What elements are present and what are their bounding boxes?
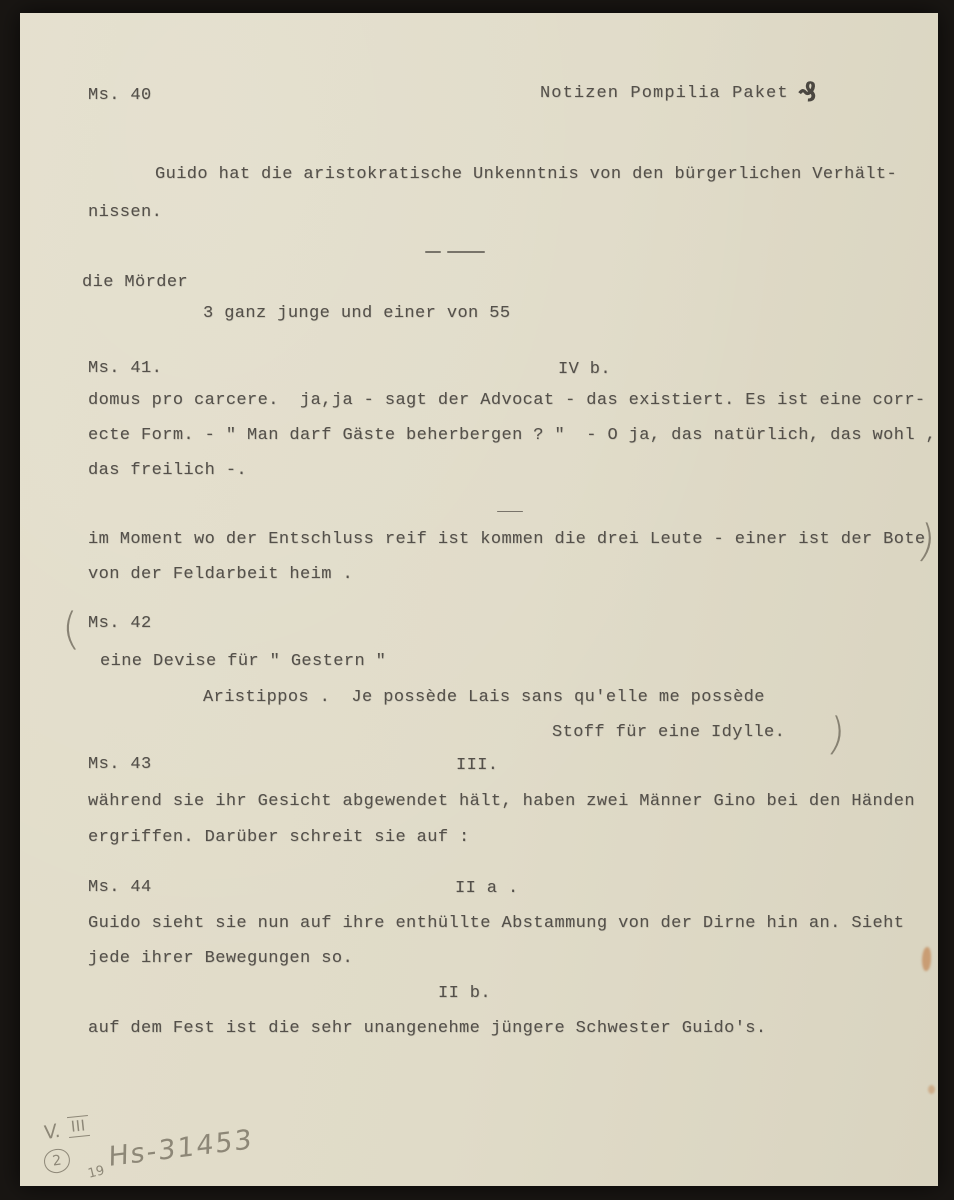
ms41-line2: ecte Form. - " Man darf Gäste beherbergen ? " - O ja, das natürlich, das wohl ,	[88, 426, 937, 445]
pencil-paren-open: (	[60, 603, 81, 656]
ms43-line2: ergriffen. Darüber schreit sie auf :	[88, 828, 470, 847]
ms44-heading-b: II b.	[438, 984, 492, 1003]
pencil-v-mark: V.	[43, 1119, 62, 1145]
moerder-line1: die Mörder	[82, 273, 189, 292]
pencil-iii-mark: III	[67, 1115, 90, 1138]
pencil-small-number: 19	[86, 1163, 107, 1182]
ms42-line2: Aristippos . Je possède Lais sans qu'elle me possède	[203, 688, 765, 707]
ms44-line3: auf dem Fest ist die sehr unangenehme jüngere Schwester Guido's.	[88, 1019, 767, 1038]
ms41-line5: von der Feldarbeit heim .	[88, 565, 354, 584]
paket-mark-icon: ₰	[796, 76, 818, 109]
ms43-heading: III.	[456, 756, 499, 775]
ms41-heading: IV b.	[558, 360, 612, 379]
ms42-label: Ms. 42	[88, 614, 152, 633]
ms41-line4: im Moment wo der Entschluss reif ist kommen die drei Leute - einer ist der Bote	[88, 530, 926, 549]
ms44-label: Ms. 44	[88, 878, 152, 897]
ms42-line1: eine Devise für " Gestern "	[100, 652, 387, 671]
manuscript-page	[20, 13, 938, 1186]
divider-dash-long	[447, 251, 485, 253]
ms41-line3: das freilich -.	[88, 461, 248, 480]
moerder-line2: 3 ganz junge und einer von 55	[203, 304, 511, 323]
pencil-paren-idylle: )	[824, 708, 849, 761]
ms43-label: Ms. 43	[88, 755, 152, 774]
ms40-paragraph-line1: Guido hat die aristokratische Unkenntnis von den bürgerlichen Verhält-	[155, 165, 898, 184]
ms44-line2: jede ihrer Bewegungen so.	[88, 949, 354, 968]
page-title: Notizen Pompilia Paket	[540, 84, 789, 103]
ms40-label: Ms. 40	[88, 86, 152, 105]
ms40-paragraph-line2: nissen.	[88, 203, 163, 222]
ms44-line1: Guido sieht sie nun auf ihre enthüllte Abstammung von der Dirne hin an. Sieht	[88, 914, 905, 933]
ms41-line1: domus pro carcere. ja,ja - sagt der Advocat - das existiert. Es ist eine corr-	[88, 391, 926, 410]
pencil-shelfmark: Hs-31453	[108, 1123, 254, 1174]
divider-dash-short	[425, 251, 441, 253]
pencil-circled-number: 2	[42, 1147, 71, 1174]
ms41-label: Ms. 41.	[88, 359, 163, 378]
pencil-paren-bote: )	[914, 515, 939, 568]
paper-stain-small	[928, 1085, 935, 1094]
ms43-line1: während sie ihr Gesicht abgewendet hält, haben zwei Männer Gino bei den Händen	[88, 792, 915, 811]
ms44-heading-a: II a .	[455, 879, 519, 898]
divider-dash-small	[497, 511, 523, 512]
paper-stain	[922, 947, 931, 971]
ms42-line3: Stoff für eine Idylle.	[552, 723, 786, 742]
